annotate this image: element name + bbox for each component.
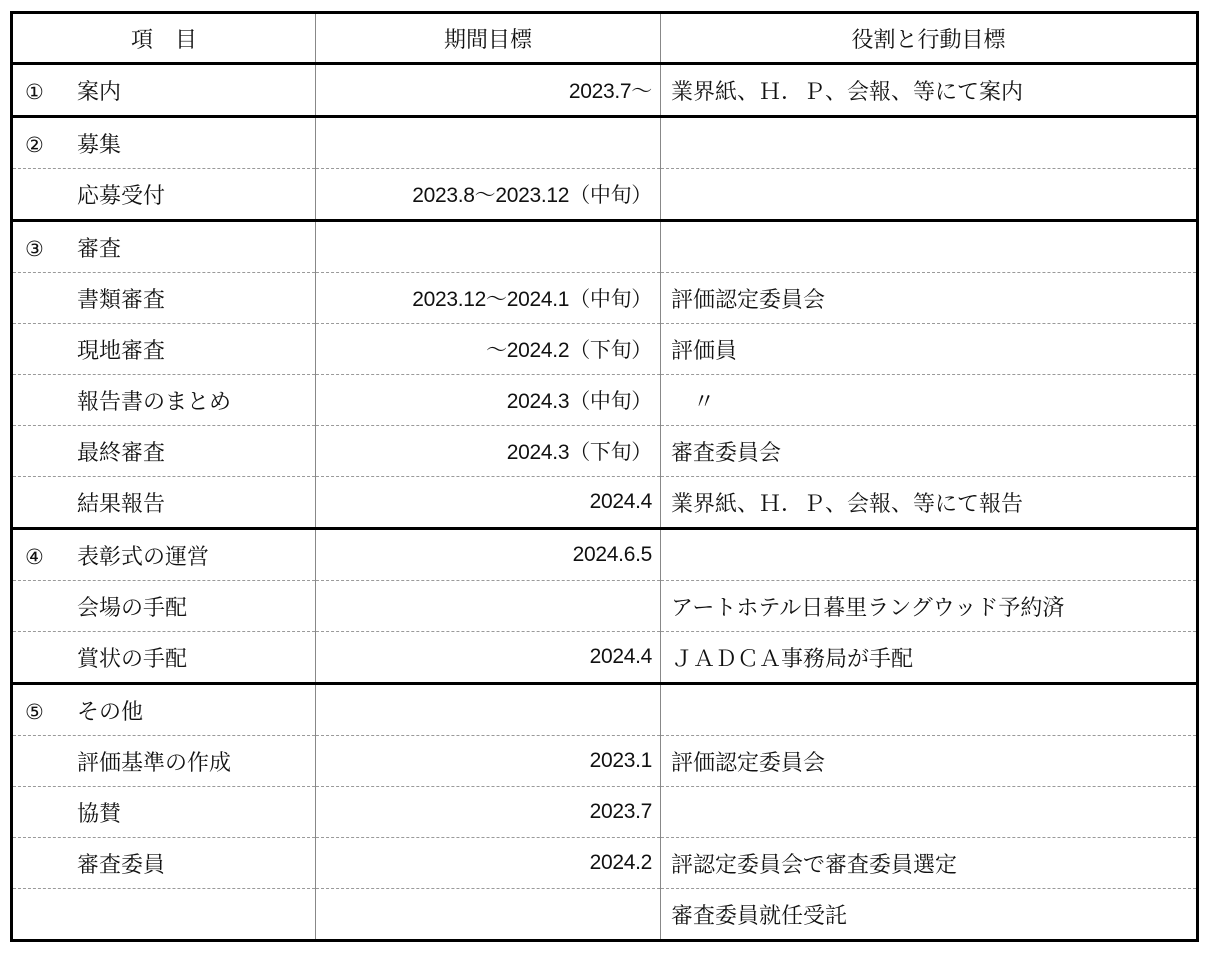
role-cell <box>661 529 1198 581</box>
role-cell: 〃 <box>661 375 1198 426</box>
section-number: ② <box>25 132 44 157</box>
role-cell <box>661 684 1198 736</box>
item-label: 案内 <box>77 79 122 105</box>
period-cell: 2023.12～2024.1（中旬） <box>316 273 661 324</box>
period-cell: 2024.3（下旬） <box>316 426 661 477</box>
period-cell: 2023.1 <box>316 736 661 787</box>
role-cell <box>661 221 1198 273</box>
period-cell <box>316 117 661 169</box>
item-cell <box>12 632 316 684</box>
role-cell: 業界紙、Ｈ．Ｐ、会報、等にて案内 <box>661 64 1198 117</box>
role-cell: ＪＡＤＣＡ事務局が手配 <box>661 632 1198 684</box>
role-cell: 評価認定委員会 <box>661 736 1198 787</box>
header-period: 期間目標 <box>316 13 661 64</box>
schedule-table <box>10 11 1199 942</box>
table-row <box>12 477 1198 529</box>
item-cell <box>12 838 316 889</box>
item-label: 結果報告 <box>77 491 166 517</box>
item-cell <box>12 477 316 529</box>
item-label: 応募受付 <box>77 183 166 209</box>
item-label: 書類審査 <box>77 287 166 313</box>
table-row <box>12 221 1198 273</box>
item-label: 募集 <box>77 132 122 158</box>
table-row <box>12 324 1198 375</box>
section-number: ④ <box>25 544 44 569</box>
item-label: 審査委員 <box>77 852 166 878</box>
role-cell: 評認定委員会で審査委員選定 <box>661 838 1198 889</box>
item-cell <box>12 64 316 117</box>
period-cell: 2023.7 <box>316 787 661 838</box>
item-label: 評価基準の作成 <box>77 750 232 776</box>
role-cell: 業界紙、Ｈ．Ｐ、会報、等にて報告 <box>661 477 1198 529</box>
item-cell <box>12 529 316 581</box>
item-cell <box>12 889 316 941</box>
table-row <box>12 838 1198 889</box>
table-row <box>12 529 1198 581</box>
item-label: 協賛 <box>77 801 122 827</box>
item-cell <box>12 221 316 273</box>
item-cell <box>12 581 316 632</box>
period-cell <box>316 581 661 632</box>
role-cell <box>661 787 1198 838</box>
item-cell <box>12 324 316 375</box>
table-row <box>12 581 1198 632</box>
item-label: 最終審査 <box>77 440 166 466</box>
table-row <box>12 889 1198 941</box>
section-number: ① <box>25 79 44 104</box>
period-cell <box>316 889 661 941</box>
period-cell <box>316 684 661 736</box>
table-row <box>12 117 1198 169</box>
period-cell: 2024.4 <box>316 632 661 684</box>
role-cell: 審査委員就任受託 <box>661 889 1198 941</box>
section-number: ③ <box>25 236 44 261</box>
role-cell <box>661 117 1198 169</box>
item-cell <box>12 736 316 787</box>
table-row <box>12 787 1198 838</box>
item-label: その他 <box>77 699 144 725</box>
item-label: 現地審査 <box>77 338 166 364</box>
item-cell <box>12 684 316 736</box>
period-cell: ～2024.2（下旬） <box>316 324 661 375</box>
item-label: 会場の手配 <box>77 595 188 621</box>
item-label: 表彰式の運営 <box>77 544 210 570</box>
period-cell: 2024.2 <box>316 838 661 889</box>
item-cell <box>12 426 316 477</box>
header-row <box>12 13 1198 64</box>
header-item: 項 目 <box>12 13 316 64</box>
period-cell: 2024.6.5 <box>316 529 661 581</box>
role-cell: アートホテル日暮里ラングウッド予約済 <box>661 581 1198 632</box>
section-number: ⑤ <box>25 699 44 724</box>
role-cell: 評価員 <box>661 324 1198 375</box>
table-row <box>12 736 1198 787</box>
item-cell <box>12 169 316 221</box>
table-row <box>12 273 1198 324</box>
item-label: 報告書のまとめ <box>77 389 232 415</box>
item-label: 賞状の手配 <box>77 646 188 672</box>
table-row <box>12 64 1198 117</box>
period-cell: 2023.7～ <box>316 64 661 117</box>
item-cell <box>12 787 316 838</box>
period-cell: 2023.8～2023.12（中旬） <box>316 169 661 221</box>
table-row <box>12 632 1198 684</box>
table-row <box>12 169 1198 221</box>
role-cell: 評価認定委員会 <box>661 273 1198 324</box>
item-cell <box>12 273 316 324</box>
item-label: 審査 <box>77 236 122 262</box>
table-row <box>12 684 1198 736</box>
header-role: 役割と行動目標 <box>661 13 1198 64</box>
period-cell: 2024.3（中旬） <box>316 375 661 426</box>
period-cell <box>316 221 661 273</box>
table-row <box>12 375 1198 426</box>
table-row <box>12 426 1198 477</box>
period-cell: 2024.4 <box>316 477 661 529</box>
item-cell <box>12 375 316 426</box>
role-cell: 審査委員会 <box>661 426 1198 477</box>
item-cell <box>12 117 316 169</box>
role-cell <box>661 169 1198 221</box>
